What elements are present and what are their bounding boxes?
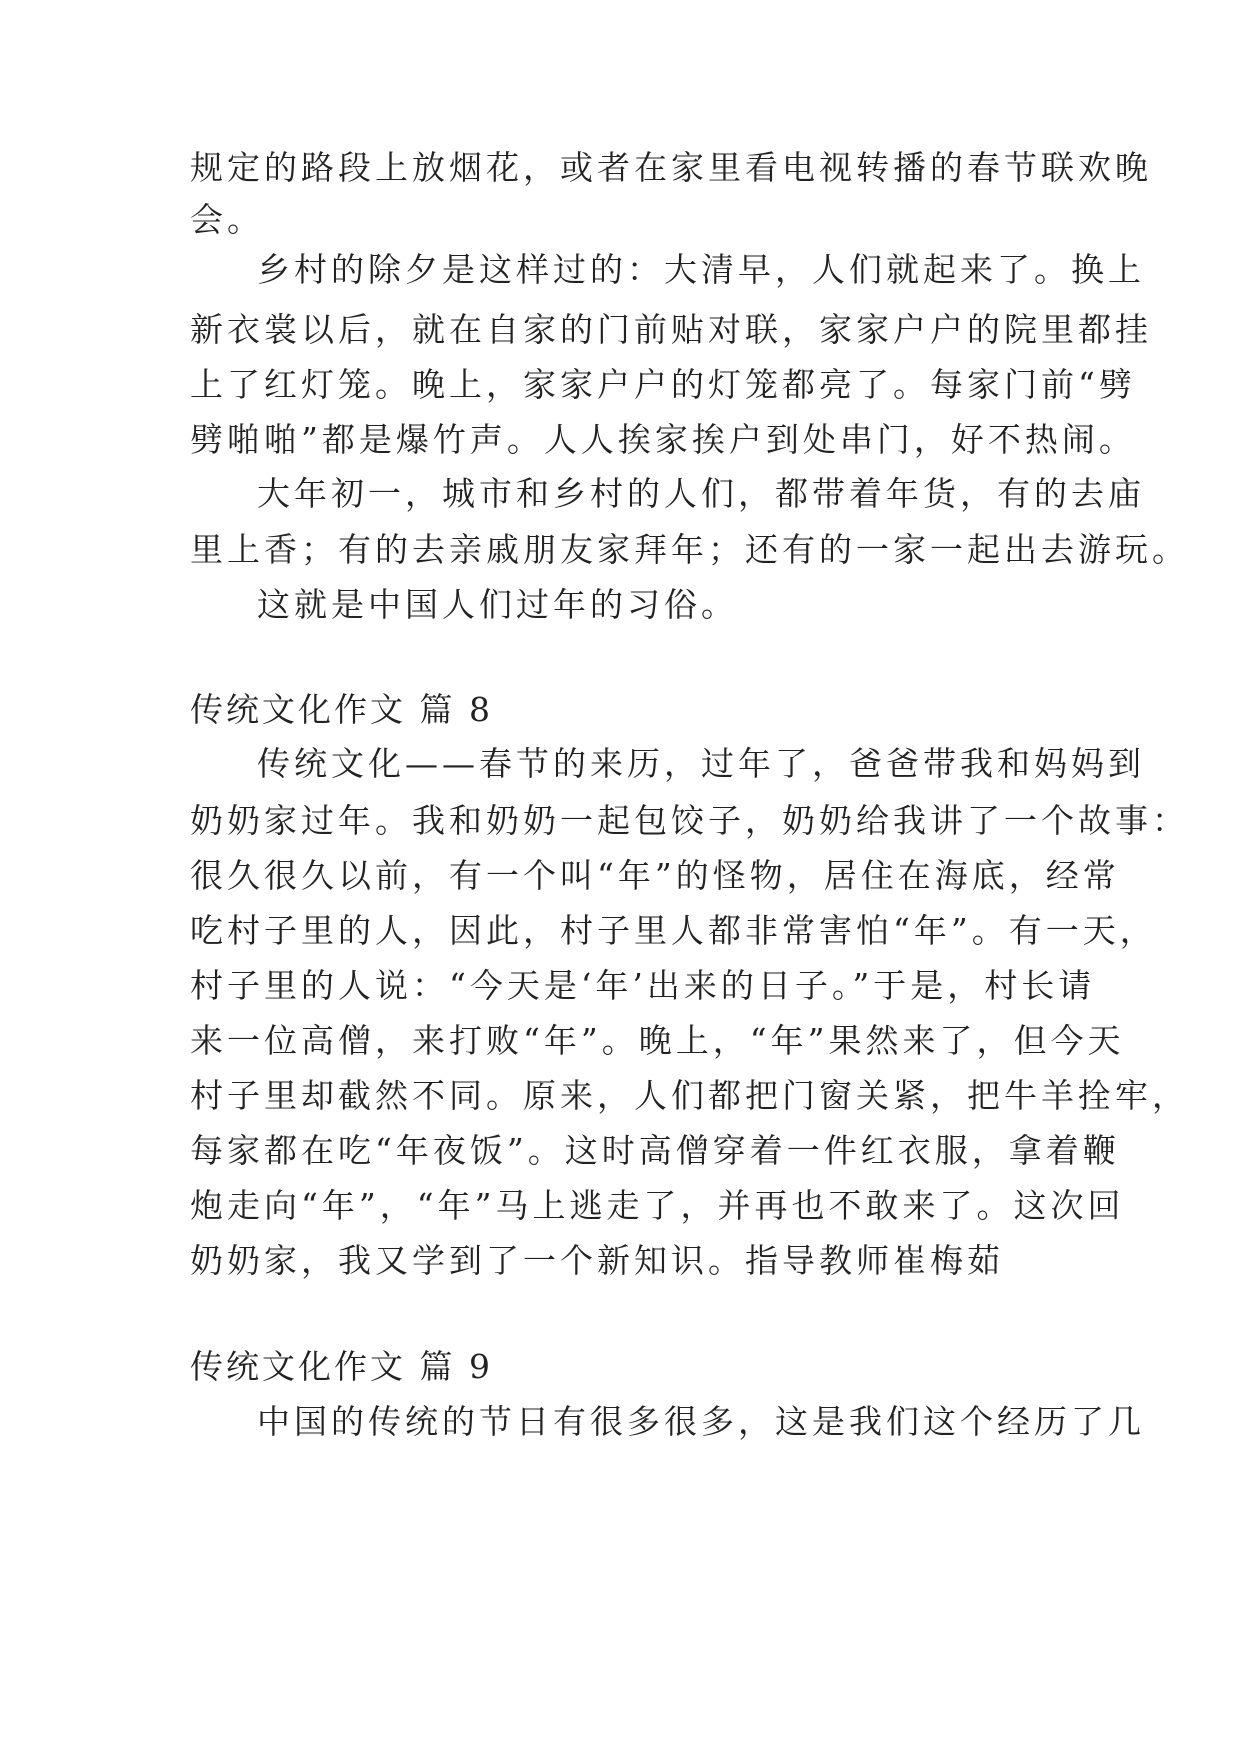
paragraph-line: 新衣裳以后，就在自家的门前贴对联，家家户户的院里都挂 (190, 310, 1152, 349)
paragraph-line: 很久很久以前，有一个叫“年”的怪物，居住在海底，经常 (190, 856, 1120, 895)
paragraph-line: 村子里却截然不同。原来，人们都把门窗关紧，把牛羊拴牢， (190, 1076, 1189, 1115)
paragraph-line: 这就是中国人们过年的习俗。 (257, 585, 738, 624)
paragraph-line: 规定的路段上放烟花，或者在家里看电视转播的春节联欢晚 (190, 148, 1152, 187)
section-heading: 传统文化作文 篇 8 (190, 690, 493, 729)
paragraph-line: 村子里的人说：“今天是‘年’出来的日子。”于是，村长请 (190, 966, 1096, 1005)
paragraph-line: 大年初一，城市和乡村的人们，都带着年货，有的去庙 (257, 474, 1145, 513)
paragraph-line: 传统文化——春节的来历，过年了，爸爸带我和妈妈到 (257, 744, 1145, 783)
paragraph-line: 会。 (190, 200, 264, 239)
paragraph-line: 乡村的除夕是这样过的：大清早，人们就起来了。换上 (257, 250, 1145, 289)
paragraph-line: 奶奶家过年。我和奶奶一起包饺子，奶奶给我讲了一个故事： (190, 801, 1189, 840)
paragraph-line: 里上香；有的去亲戚朋友家拜年；还有的一家一起出去游玩。 (190, 530, 1189, 569)
paragraph-line: 奶奶家，我又学到了一个新知识。指导教师崔梅茹 (190, 1241, 1004, 1280)
paragraph-line: 炮走向“年”，“年”马上逃走了，并再也不敢来了。这次回 (190, 1186, 1125, 1225)
paragraph-line: 每家都在吃“年夜饭”。这时高僧穿着一件红衣服，拿着鞭 (190, 1131, 1120, 1170)
paragraph-line: 劈啪啪”都是爆竹声。人人挨家挨户到处串门，好不热闹。 (190, 420, 1136, 459)
section-heading: 传统文化作文 篇 9 (190, 1347, 493, 1386)
paragraph-line: 来一位高僧，来打败“年”。晚上，“年”果然来了，但今天 (190, 1021, 1125, 1060)
paragraph-line: 吃村子里的人，因此，村子里人都非常害怕“年”。有一天， (190, 911, 1157, 950)
paragraph-line: 上了红灯笼。晚上，家家户户的灯笼都亮了。每家门前“劈 (190, 365, 1136, 404)
paragraph-line: 中国的传统的节日有很多很多，这是我们这个经历了几 (257, 1402, 1145, 1441)
